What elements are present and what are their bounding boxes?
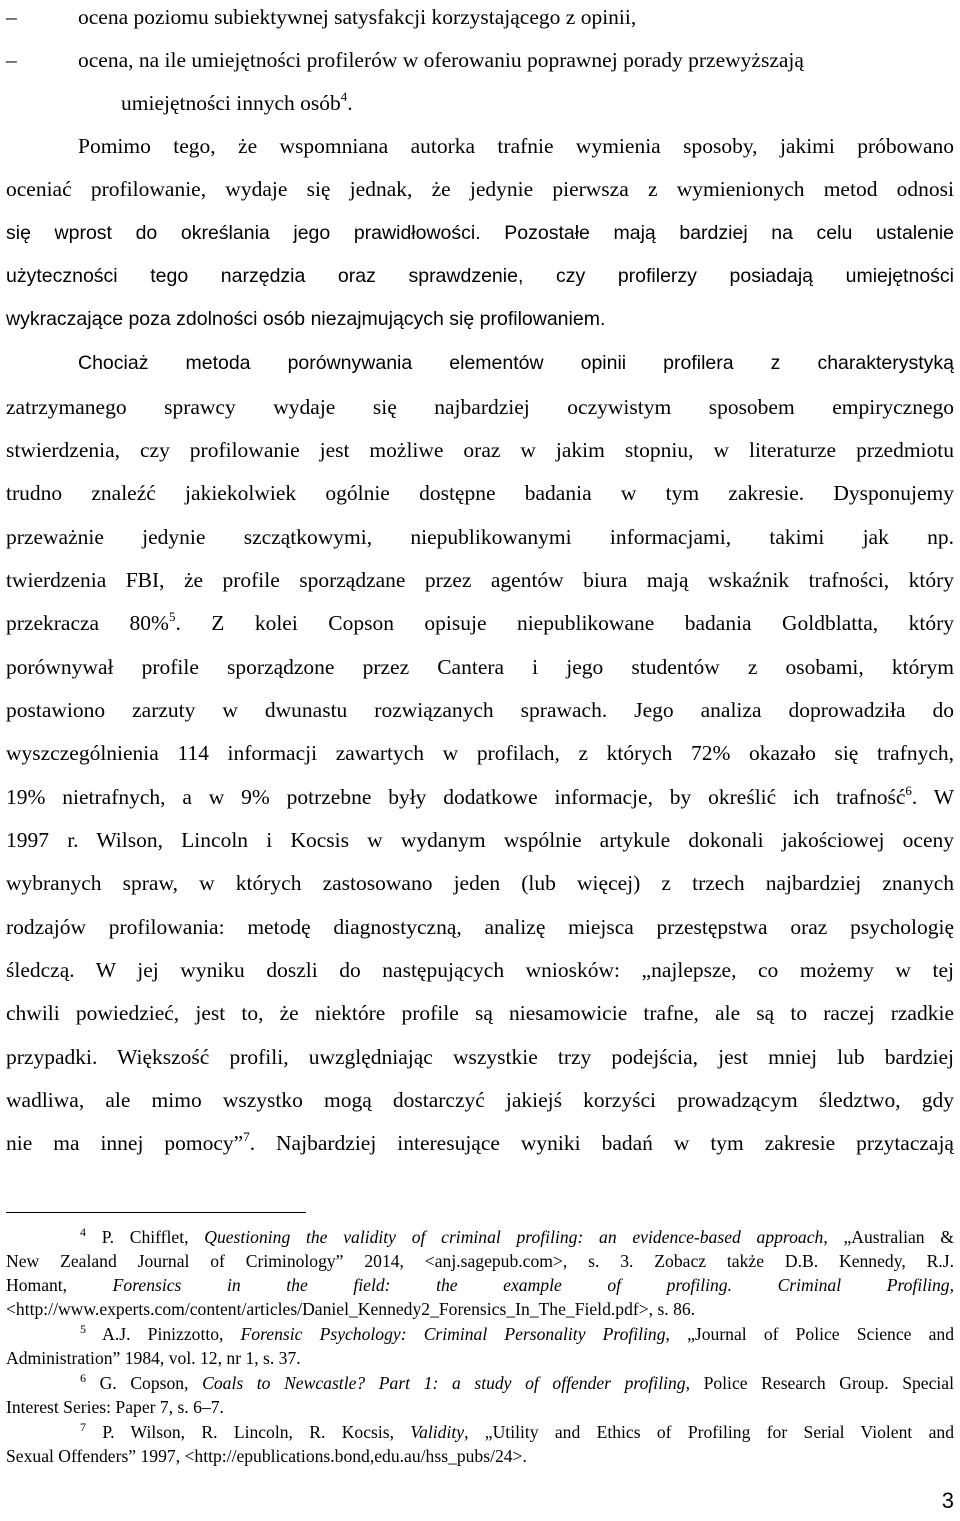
paragraph-2-line-5: przeważnie jedynie szczątkowymi, niepublikowanymi informacjami, takimi jak np.: [6, 525, 954, 549]
footnote-7-line-1: $^7$ P. Wilson, R. Lincoln, R. Kocsis, Validity, „Utility and Ethics of Profiling for Serial Violent and: [80, 1420, 954, 1442]
paragraph-1-line-4: użyteczności tego narzędzia oraz sprawdzenie, czy profilerzy posiadają umiejętności: [6, 265, 954, 287]
paragraph-2-line-13: wybranych spraw, w których zastosowano jeden (lub więcej) z trzech najbardziej znanych: [6, 871, 954, 895]
footnote-7-line-2: Sexual Offenders” 1997, <http://epublications.bond,edu.au/hss_pubs/24>.: [6, 1446, 527, 1466]
page-number: 3: [941, 1488, 954, 1513]
paragraph-2-line-2: zatrzymanego sprawcy wydaje się najbardziej oczywistym sposobem empirycznego: [6, 395, 954, 419]
paragraph-2-line-19: nie ma innej pomocy”$^7$. Najbardziej interesujące wyniki badań w tym zakresie przytaczają: [6, 1129, 954, 1155]
footnote-ref-7[interactable]: 7: [243, 1129, 250, 1144]
paragraph-2-line-8: porównywał profile sporządzone przez Cantera i jego studentów z osobami, którym: [6, 655, 954, 679]
footnote-4-line-2: New Zealand Journal of Criminology” 2014, <anj.sagepub.com>, s. 3. Zobacz także D.B. Kennedy, R.J.: [6, 1251, 954, 1271]
bullet-dash: –: [6, 48, 17, 72]
paragraph-2-line-18: wadliwa, ale mimo wszystko mogą dostarczyć jakiejś korzyści prowadzącym śledztwo, gdy: [6, 1088, 954, 1112]
paragraph-2-line-3: stwierdzenia, czy profilowanie jest możliwe oraz w jakim stopniu, w literaturze przedmiotu: [6, 438, 954, 462]
paragraph-1-line-3: się wprost do określania jego prawidłowości. Pozostałe mają bardziej na celu ustalenie: [6, 222, 954, 244]
paragraph-2-line-1: Chociaż metoda porównywania elementów opinii profilera z charakterystyką: [78, 352, 954, 374]
footnote-ref-6[interactable]: 6: [905, 783, 912, 798]
paragraph-2-line-6: twierdzenia FBI, że profile sporządzane przez agentów biura mają wskaźnik trafności, który: [6, 568, 954, 592]
paragraph-2-line-10: wyszczególnienia 114 informacji zawartych w profilach, z których 72% okazało się trafnych,: [6, 741, 954, 765]
footnote-separator: [6, 1212, 306, 1213]
footnote-6-line-1: $^6$ G. Copson, Coals to Newcastle? Part 1: a study of offender profiling, Police Research Group. Special: [80, 1371, 954, 1393]
paragraph-2-line-12: 1997 r. Wilson, Lincoln i Kocsis w wydanym wspólnie artykule dokonali jakościowej oceny: [6, 828, 954, 852]
footnote-4-line-1: $^4$ P. Chifflet, Questioning the validity of criminal profiling: an evidence-based approach, „Australian &: [80, 1225, 954, 1247]
paragraph-1-line-1: Pomimo tego, że wspomniana autorka trafnie wymienia sposoby, jakimi próbowano: [78, 134, 954, 158]
footnote-ref-4[interactable]: 4: [340, 89, 348, 104]
bullet-item-2-line-2: umiejętności innych osób$^4$.: [121, 89, 353, 115]
bullet-item-2-line-1: ocena, na ile umiejętności profilerów w oferowaniu poprawnej porady przewyższają: [78, 48, 804, 72]
footnote-4-line-4: <http://www.experts.com/content/articles/Daniel_Kennedy2_Forensics_In_The_Field.pdf>, s. 86.: [6, 1299, 696, 1319]
footnote-5-line-2: Administration” 1984, vol. 12, nr 1, s. 37.: [6, 1348, 301, 1368]
footnote-6-line-2: Interest Series: Paper 7, s. 6–7.: [6, 1397, 224, 1417]
paragraph-2-line-16: chwili powiedzieć, jest to, że niektóre profile są niesamowicie trafne, ale są to raczej rzadkie: [6, 1001, 954, 1025]
paragraph-2-line-11: 19% nietrafnych, a w 9% potrzebne były dodatkowe informacje, by określić ich trafność$^6$. W: [6, 783, 954, 809]
paragraph-2-line-7: przekracza 80%$^5$. Z kolei Copson opisuje niepublikowane badania Goldblatta, który: [6, 609, 954, 635]
paragraph-1-line-2: oceniać profilowanie, wydaje się jednak, że jedynie pierwsza z wymienionych metod odnosi: [6, 177, 954, 201]
bullet-dash: –: [6, 5, 17, 29]
footnote-ref-5[interactable]: 5: [168, 609, 176, 624]
bullet-item-1: ocena poziomu subiektywnej satysfakcji korzystającego z opinii,: [78, 5, 637, 29]
paragraph-2-line-14: rodzajów profilowania: metodę diagnostyczną, analizę miejsca przestępstwa oraz psychologię: [6, 915, 954, 939]
paragraph-2-line-4: trudno znaleźć jakiekolwiek ogólnie dostępne badania w tym zakresie. Dysponujemy: [6, 481, 954, 505]
paragraph-1-line-5: wykraczające poza zdolności osób niezajmujących się profilowaniem.: [6, 308, 606, 330]
footnote-4-line-3: Homant, Forensics in the field: the example of profiling. Criminal Profiling,: [6, 1275, 954, 1295]
footnote-5-line-1: $^5$ A.J. Pinizzotto, Forensic Psychology: Criminal Personality Profiling, „Journal of Police Science and: [80, 1322, 954, 1344]
paragraph-2-line-17: przypadki. Większość profili, uwzględniając wszystkie trzy podejścia, jest mniej lub bardziej: [6, 1045, 954, 1069]
paragraph-2-line-15: śledczą. W jej wyniku doszli do następujących wniosków: „najlepsze, co możemy w tej: [6, 958, 954, 982]
paragraph-2-line-9: postawiono zarzuty w dwunastu rozwiązanych sprawach. Jego analiza doprowadziła do: [6, 698, 954, 722]
